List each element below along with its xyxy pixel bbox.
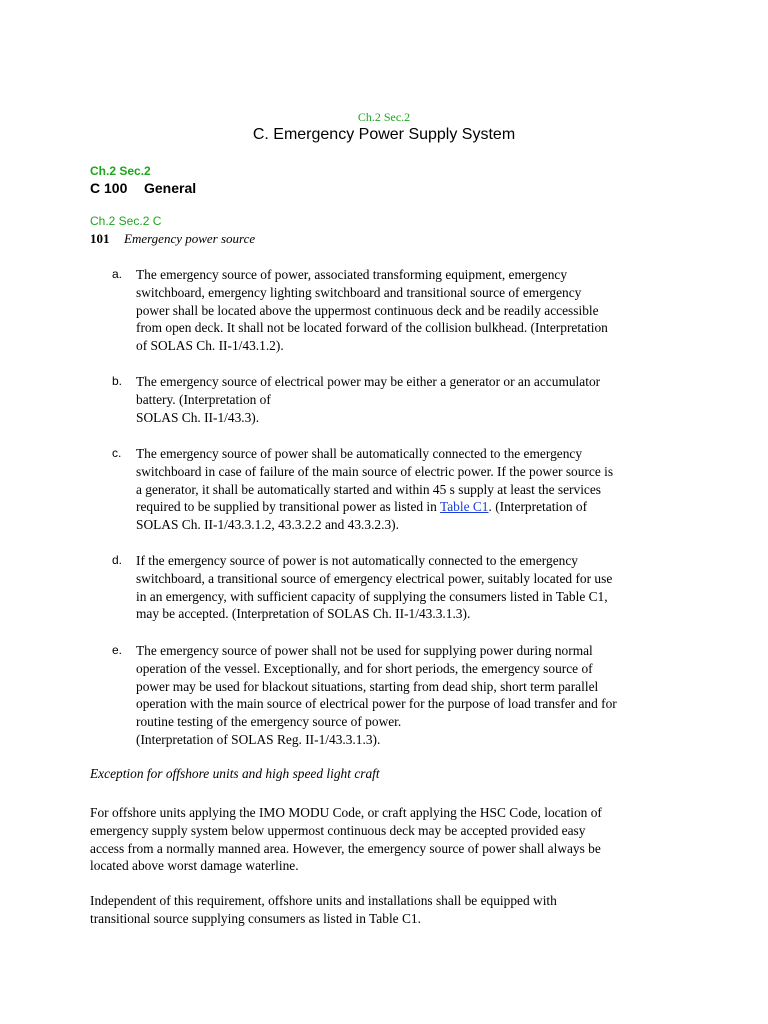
text-line: from open deck. It shall not be located forward of the collision bulkhead. (Interpretation <box>136 320 608 336</box>
exception-heading: Exception for offshore units and high speed light craft <box>90 766 380 781</box>
text-line: emergency supply system below uppermost continuous deck may be accepted provided easy <box>90 822 586 838</box>
text-line: operation with the main source of electrical power for the purpose of load transfer and for <box>136 696 617 712</box>
text-line: may be accepted. (Interpretation of SOLAS Ch. II-1/43.3.1.3). <box>136 606 471 622</box>
list-item-text <box>136 445 686 534</box>
section-number: C 100 <box>90 180 128 196</box>
text-line: located above worst damage waterline. <box>90 858 299 874</box>
table-c1-link[interactable]: Table C1 <box>439 499 489 515</box>
text-line: Independent of this requirement, offshore units and installations shall be equipped with <box>90 893 557 908</box>
list-item-letter: b. <box>112 374 123 388</box>
subsection-tag: Ch.2 Sec.2 C <box>90 214 162 228</box>
section-title: General <box>144 180 197 196</box>
text-line: switchboard, a transitional source of emergency electrical power, suitably located for use <box>136 570 613 586</box>
text-line: The emergency source of power shall not be used for supplying power during normal <box>136 643 593 658</box>
chapter-tag: Ch.2 Sec.2 <box>357 110 411 124</box>
text-line: SOLAS Ch. II-1/43.3.1.2, 43.3.2.2 and 43.3.2.3). <box>136 517 399 533</box>
text-line: of SOLAS Ch. II-1/43.1.2). <box>136 338 284 354</box>
text-line: For offshore units applying the IMO MODU Code, or craft applying the HSC Code, location of <box>90 805 602 820</box>
list-item-text <box>136 373 686 426</box>
text-line: (Interpretation of SOLAS Reg. II-1/43.3.1.3). <box>136 731 381 747</box>
page-title: C. Emergency Power Supply System <box>252 126 516 143</box>
subsection-title: Emergency power source <box>124 231 256 246</box>
text-line: in an emergency, with sufficient capacity of supplying the consumers listed in Table C1, <box>136 588 608 604</box>
section-tag: Ch.2 Sec.2 <box>90 164 151 178</box>
list-item-letter: a. <box>112 267 123 281</box>
text-line: The emergency source of power shall be automatically connected to the emergency <box>136 446 583 461</box>
text-line <box>136 498 686 516</box>
text-line: a generator, it shall be automatically started and within 45 s supply at least the services <box>136 481 602 497</box>
text-line: operation of the vessel. Exceptionally, and for short periods, the emergency source of <box>136 660 593 676</box>
list-item-letter: e. <box>112 643 123 657</box>
list-item-text <box>136 266 686 355</box>
text-line: The emergency source of power, associated transforming equipment, emergency <box>136 267 568 282</box>
exception-paragraph <box>90 804 690 875</box>
text-span: required to be supplied by transitional power as listed in <box>136 499 440 515</box>
list-item-text <box>136 552 686 623</box>
list-item-letter: d. <box>112 553 123 567</box>
list-item-text <box>136 642 686 749</box>
text-line: routine testing of the emergency source of power. <box>136 714 402 730</box>
text-line: battery. (Interpretation of <box>136 391 271 407</box>
text-line: transitional source supplying consumers as listed in Table C1. <box>90 910 421 926</box>
subsection-number: 101 <box>90 231 110 246</box>
text-line: access from a normally manned area. However, the emergency source of power shall always be <box>90 840 601 856</box>
text-line: The emergency source of electrical power may be either a generator or an accumulator <box>136 374 601 389</box>
text-line: If the emergency source of power is not automatically connected to the emergency <box>136 553 578 568</box>
text-line: power shall be located above the uppermost continuous deck and be readily accessible <box>136 302 599 318</box>
section-heading <box>90 180 196 196</box>
list-item-letter: c. <box>112 446 122 460</box>
requirement-paragraph <box>90 892 690 928</box>
text-line: power may be used for blackout situations, starting from dead ship, short term parallel <box>136 678 599 694</box>
text-line: switchboard, emergency lighting switchboard and transitional source of emergency <box>136 284 582 300</box>
text-line: SOLAS Ch. II-1/43.3). <box>136 409 260 425</box>
text-line: switchboard in case of failure of the main source of electric power. If the power source is <box>136 463 614 479</box>
text-span: . (Interpretation of <box>488 499 588 515</box>
subsection-heading <box>90 231 255 247</box>
